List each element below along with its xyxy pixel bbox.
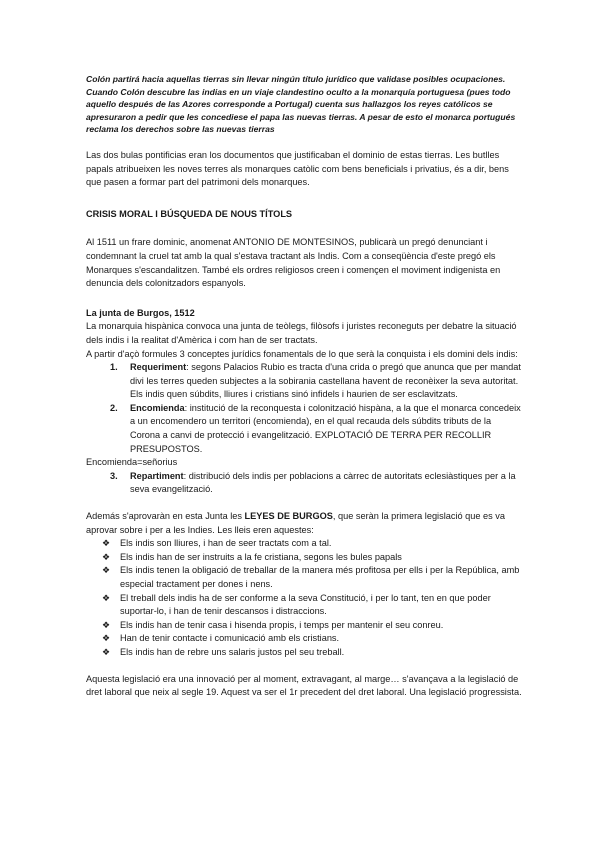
concept-term: Encomienda xyxy=(130,402,185,413)
diamond-bullet-icon: ❖ xyxy=(102,538,111,549)
law-item xyxy=(86,592,522,619)
concept-item-encomienda xyxy=(86,402,522,456)
diamond-bullet-icon: ❖ xyxy=(102,619,111,630)
concept-number: 1. xyxy=(110,362,118,373)
concepts-intro: A partir d'açò formules 3 conceptes jurídics fonamentals de lo que serà la conquista i els domini dels indis: xyxy=(86,348,518,359)
concept-number: 2. xyxy=(110,402,118,413)
leyes-title: LEYES DE BURGOS xyxy=(244,511,333,522)
document-body xyxy=(86,73,522,700)
law-text: Els indis han de tenir casa i hisenda propis, i temps per mantenir el seu conreu. xyxy=(120,619,444,630)
leyes-pre: Además s'aprovaràn en esta Junta les xyxy=(86,511,245,522)
concept-item-requeriment xyxy=(86,361,522,402)
concept-term: Repartiment xyxy=(130,470,184,481)
law-text: Els indis han de ser instruits a la fe cristiana, segons les bules papals xyxy=(120,551,402,562)
concepts-list-continued xyxy=(86,470,522,497)
diamond-bullet-icon: ❖ xyxy=(102,646,111,657)
concepts-list xyxy=(86,361,522,456)
diamond-bullet-icon: ❖ xyxy=(102,565,111,576)
bulas-paragraph: Las dos bulas pontificias eran los documentos que justificaban el dominio de estas tierras. Les butlles papals atribueixen les noves terres als monarques catòlic com bens beneficials i privatius, és a dir, bens que pasen a formar part del patrimoni dels monarques. xyxy=(86,149,509,188)
leyes-paragraph xyxy=(86,510,522,537)
laws-list xyxy=(86,537,522,659)
encomienda-note: Encomienda=señorius xyxy=(86,457,178,468)
concept-text: : institució de la reconquesta i colonització hispàna, a la que el monarca concedeix a un encomendero un territori (encomienda), en el qual recauda dels súbdits tributs de la Corona a canvi de protecció i evangelització. EXPLOTACIÓ DE TERRA PER RECOLLIR PRESUPOSTOS. xyxy=(130,402,521,454)
concept-item-repartiment xyxy=(86,470,522,497)
law-item xyxy=(86,619,522,633)
law-text: Han de tenir contacte i comunicació amb els cristians. xyxy=(120,633,340,644)
subheading-junta-burgos: La junta de Burgos, 1512 xyxy=(86,307,195,318)
law-item xyxy=(86,646,522,660)
law-text: Els indis han de rebre uns salaris justos pel seu treball. xyxy=(120,646,345,657)
law-item xyxy=(86,537,522,551)
intro-paragraph: Colón partirá hacia aquellas tierras sin llevar ningún título jurídico que validase posibles ocupaciones. Cuando Colón descubre las indias en un viaje clandestino oculto a la monarquía portuguesa (pues todo aquello después de las Azores corresponde a Portugal) cuenta sus hallazgos los reyes católicos se apresuraron a pedir que les concediese el papa las nuevas tierras. A pesar de esto el monarca portugués reclama los derechos sobre las nuevas tierras xyxy=(86,74,516,135)
law-item xyxy=(86,564,522,591)
diamond-bullet-icon: ❖ xyxy=(102,551,111,562)
final-paragraph: Aquesta legislació era una innovació per al moment, extravagant, al marge… s'avançava a la legislació de dret laboral que neix al segle 19. Aquest va ser el 1r precedent del dret laboral. Una legislació progressista. xyxy=(86,673,522,698)
diamond-bullet-icon: ❖ xyxy=(102,633,111,644)
law-text: Els indis son lliures, i han de seer tractats com a tal. xyxy=(120,538,332,549)
law-text: Els indis tenen la obligació de treballar de la manera més profitosa per ells i per la República, amb especial tractament per dones i nens. xyxy=(120,565,520,589)
concept-text: : distribució dels indis per poblacions a càrrec de autoritats eclesiàstiques per a la seva evangelització. xyxy=(130,470,516,495)
section-heading-crisis: CRISIS MORAL I BÚSQUEDA DE NOUS TÍTOLS xyxy=(86,208,293,219)
junta-paragraph: La monarquia hispànica convoca una junta de teòlegs, filòsofs i juristes reconeguts per debatre la situació dels indis i la realitat d'Amèrica i com han de ser tractats. xyxy=(86,321,517,345)
law-item xyxy=(86,632,522,646)
concept-number: 3. xyxy=(110,470,118,481)
concept-term: Requeriment xyxy=(130,362,187,373)
diamond-bullet-icon: ❖ xyxy=(102,592,111,603)
concept-text: : segons Palacios Rubio es tracta d'una crida o pregó que anunca que per mandat divi les terres queden subjectes a la sobirania castellana havent de reconèixer la seva autoritat. Els indis quen súbdits, lliures i cristians sinó infidels i haurien de ser esclavitzats. xyxy=(130,362,521,400)
law-item xyxy=(86,551,522,565)
montesinos-paragraph: Al 1511 un frare dominic, anomenat ANTONIO DE MONTESINOS, publicarà un pregó denunciant i condemnant la cruel tat amb la qual s'estava tractant als Indis. Com a conseqüència d'este pregó els Monarques s'escandalitzen. També els ordres religiosos creen i començen el moviment indigenista en denuncia dels colonitzadors espanyols. xyxy=(86,237,501,289)
leyes-post: , que seràn la primera legislació que es va aprovar sobre i per a les Indies. Les lleis eren aquestes: xyxy=(86,511,505,535)
law-text: El treball dels indis ha de ser conforme a la seva Constitució, i per lo tant, ten en que poder suportar-lo, i han de tenir descansos i distraccions. xyxy=(120,592,491,617)
